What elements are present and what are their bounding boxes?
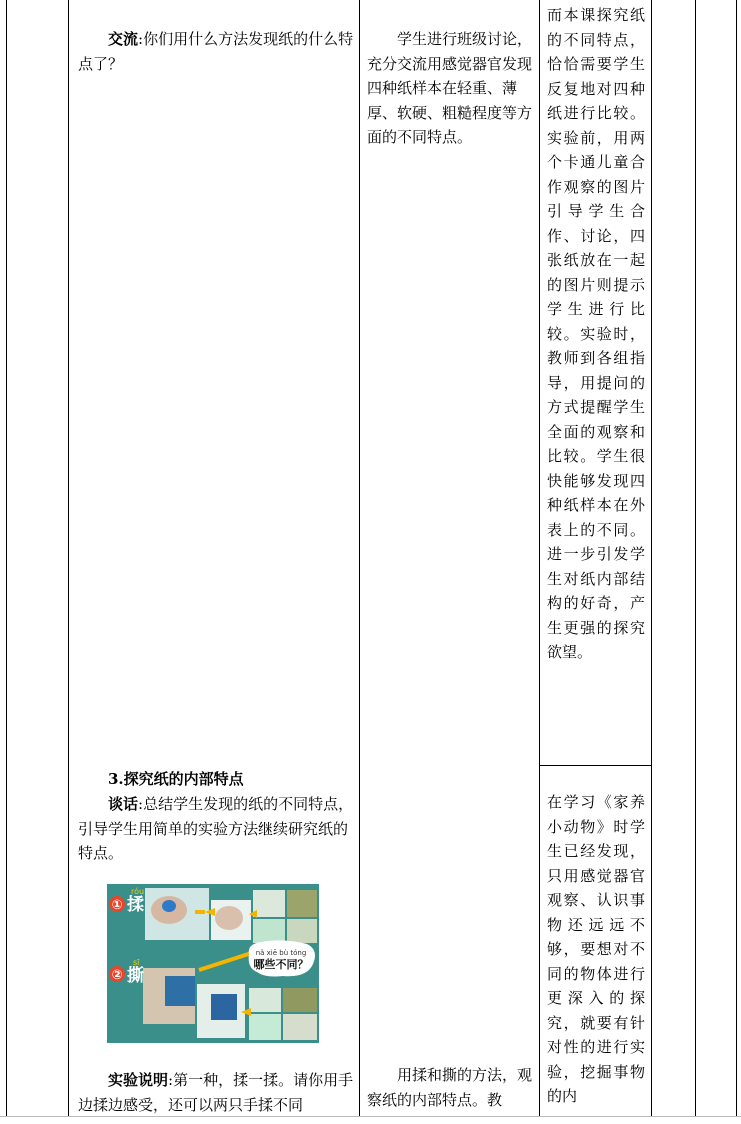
experiment-instructions-paragraph: 实验说明:第一种，揉一揉。请你用手边揉边感受，还可以两只手揉不同 <box>78 1071 354 1114</box>
experiment-illustration-svg <box>107 884 319 1043</box>
design-rationale-paragraph-2: 在学习《家养小动物》时学生已经发现，只用感觉器官观察、认识事物还远远不够，要想对不同的物体进行更深入的探究，就要有针对性的进行实验，挖掘事物的内 <box>547 793 645 1105</box>
step-two-number: ② <box>111 968 123 983</box>
table-border <box>736 0 737 1116</box>
row-divider <box>539 765 651 766</box>
experiment-illustration <box>107 884 319 1043</box>
bubble-text: 哪些不同？ <box>253 958 309 971</box>
observation-method-paragraph: 用揉和撕的方法，观察纸的内部特点。教 <box>367 1066 533 1109</box>
discussion-label: 交流 <box>108 30 139 48</box>
table-border <box>6 0 7 1116</box>
step-two-char: 撕 <box>127 966 144 986</box>
step-one-char: 揉 <box>127 895 144 915</box>
design-rationale-paragraph: 而本课探究纸的不同特点，恰恰需要学生反复地对四种纸进行比较。实验前，用两个卡通儿童合作观察的图片引导学生合作、讨论，四张纸放在一起的图片则提示学生进行比较。实验时，教师到各组指导，用提问的方式提醒学生全面的观察和比较。学生很快能够发现四种纸样本在外表上的不同。进一步引发学生对纸内部结构的好奇，产生更强的探究欲望。 <box>547 6 645 661</box>
talk-paragraph: 谈话:总结学生发现的纸的不同特点，引导学生用简单的实验方法继续研究纸的特点。 <box>78 795 354 862</box>
step-one-number: ① <box>111 898 123 913</box>
section-title: 3.探究纸的内部特点 <box>108 770 244 788</box>
discussion-text: 你们用什么方法发现纸的什么特点了？ <box>78 30 354 73</box>
bubble-pinyin: nǎ xiē bù tóng <box>255 949 307 957</box>
table-border <box>539 0 540 1116</box>
table-border <box>359 0 360 1116</box>
student-activity-paragraph: 学生进行班级讨论，充分交流用感觉器官发现四种纸样本在轻重、薄厚、软硬、粗糙程度等方面的不同特点。 <box>367 30 533 146</box>
step-two-pinyin: sī <box>133 958 140 967</box>
table-border <box>68 0 69 1116</box>
experiment-label: 实验说明 <box>108 1071 169 1089</box>
talk-text: 总结学生发现的纸的不同特点，引导学生用简单的实验方法继续研究纸的特点。 <box>78 795 354 862</box>
talk-label: 谈话 <box>108 795 139 813</box>
step-one-pinyin: róu <box>131 887 145 896</box>
discussion-paragraph: 交流:你们用什么方法发现纸的什么特点了？ <box>78 30 354 73</box>
experiment-text: 第一种，揉一揉。请你用手边揉边感受，还可以两只手揉不同 <box>78 1071 354 1114</box>
table-border <box>651 0 652 1116</box>
table-border <box>695 0 696 1116</box>
